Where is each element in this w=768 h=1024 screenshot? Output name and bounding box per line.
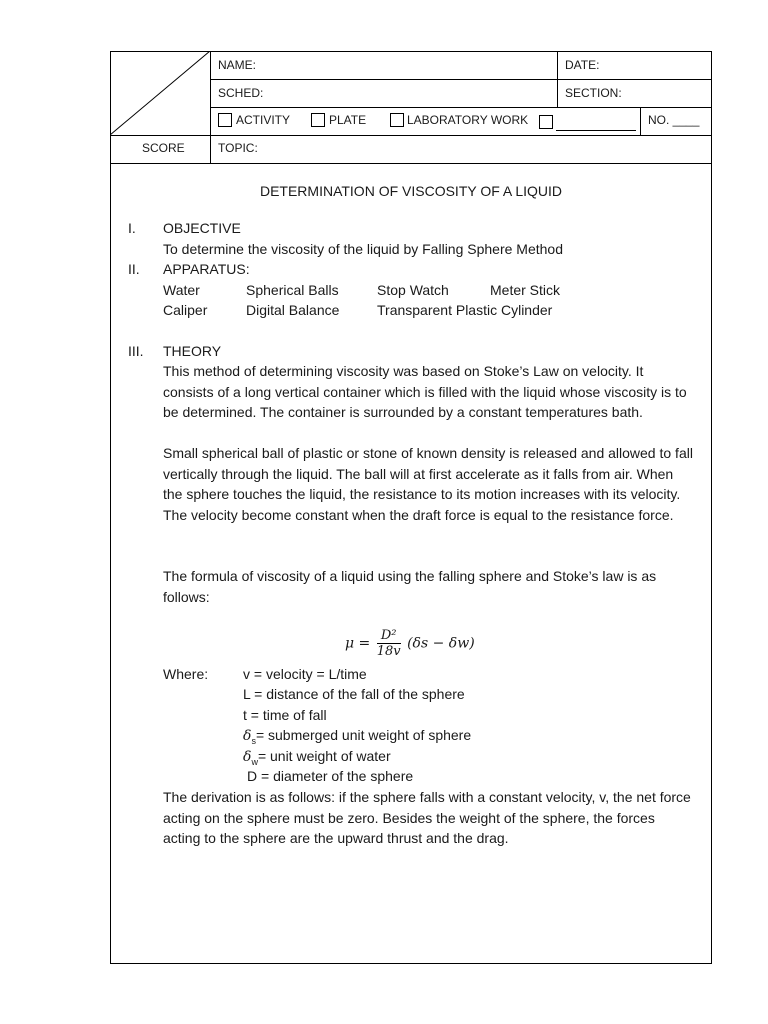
delta-s-text: = submerged unit weight of sphere (255, 727, 472, 743)
where-label: Where: (163, 666, 209, 682)
score-label: SCORE (142, 141, 185, 155)
delta-s-symbol: δ (243, 728, 252, 744)
delta-w-subscript: w (251, 756, 258, 767)
formula-denominator: 18v (376, 644, 401, 659)
topic-label: TOPIC: (218, 141, 258, 155)
section-2-heading: APPARATUS: (163, 261, 250, 277)
document-title: DETERMINATION OF VISCOSITY OF A LIQUID (259, 183, 563, 199)
section-2-numeral: II. (128, 261, 140, 277)
name-label: NAME: (218, 58, 257, 72)
lab-work-checkbox[interactable] (390, 113, 404, 127)
section-3-numeral: III. (128, 343, 144, 359)
viscosity-formula (345, 628, 475, 659)
delta-w-text: = unit weight of water (257, 748, 391, 764)
derivation-paragraph: The derivation is as follows: if the sphere falls with a constant velocity, v, the net force acting on the sphere must be zero. Besides the weight of the sphere, the forces acting to the sphere are the upward thrust and the drag. (163, 789, 691, 846)
number-label: NO. ____ (648, 113, 700, 127)
header-hline-2 (210, 107, 712, 108)
activity-checkbox[interactable] (218, 113, 232, 127)
where-item-time: t = time of fall (243, 707, 327, 723)
where-item-delta-s (243, 727, 471, 746)
plate-checkbox[interactable] (311, 113, 325, 127)
apparatus-item: Caliper (163, 302, 208, 318)
apparatus-item: Spherical Balls (246, 282, 339, 298)
section-1-heading: OBJECTIVE (163, 220, 241, 236)
header-hline-4 (110, 163, 712, 164)
apparatus-item: Water (163, 282, 200, 298)
header-hline-1 (210, 79, 712, 80)
theory-paragraph-1: This method of determining viscosity was based on Stoke’s Law on velocity. It consists of a long vertical container which is filled with the liquid whose viscosity is to be determined. The container is surrounded by a constant temperatures bath. (163, 363, 687, 420)
other-underline (556, 130, 636, 131)
apparatus-item: Stop Watch (377, 282, 449, 298)
formula-fraction (377, 628, 401, 659)
activity-label: ACTIVITY (236, 113, 291, 127)
formula-lhs: μ = (345, 635, 371, 652)
apparatus-item: Transparent Plastic Cylinder (377, 302, 553, 318)
section-label: SECTION: (565, 86, 622, 100)
plate-label: PLATE (329, 113, 367, 127)
formula-rhs: (δs − δw) (407, 635, 475, 652)
lab-work-label: LABORATORY WORK (407, 113, 529, 127)
apparatus-item: Digital Balance (246, 302, 340, 318)
sched-label: SCHED: (218, 86, 264, 100)
where-item-velocity: v = velocity = L/time (243, 666, 367, 682)
date-label: DATE: (565, 58, 600, 72)
formula-numerator: D² (377, 628, 401, 644)
apparatus-item: Meter Stick (490, 282, 561, 298)
other-checkbox[interactable] (539, 115, 553, 129)
section-1-numeral: I. (128, 220, 136, 236)
where-item-distance: L = distance of the fall of the sphere (243, 686, 465, 702)
header-diagonal (110, 51, 211, 136)
where-item-delta-w (243, 748, 391, 767)
theory-paragraph-3: The formula of viscosity of a liquid using the falling sphere and Stoke’s law is as follows: (163, 568, 657, 605)
theory-paragraph-2: Small spherical ball of plastic or stone of known density is released and allowed to fall vertically through the liquid. The ball will at first accelerate as it falls from air. When the sphere touches the liquid, the resistance to its motion increases with its velocity. The velocity become constant when the draft force is equal to the resistance force. (163, 445, 693, 523)
header-vline-no (640, 108, 641, 135)
section-3-heading: THEORY (163, 343, 222, 359)
delta-s-subscript: s (251, 735, 256, 746)
objective-text: To determine the viscosity of the liquid by Falling Sphere Method (163, 241, 563, 257)
delta-w-symbol: δ (243, 749, 252, 765)
where-item-diameter: D = diameter of the sphere (247, 768, 414, 784)
